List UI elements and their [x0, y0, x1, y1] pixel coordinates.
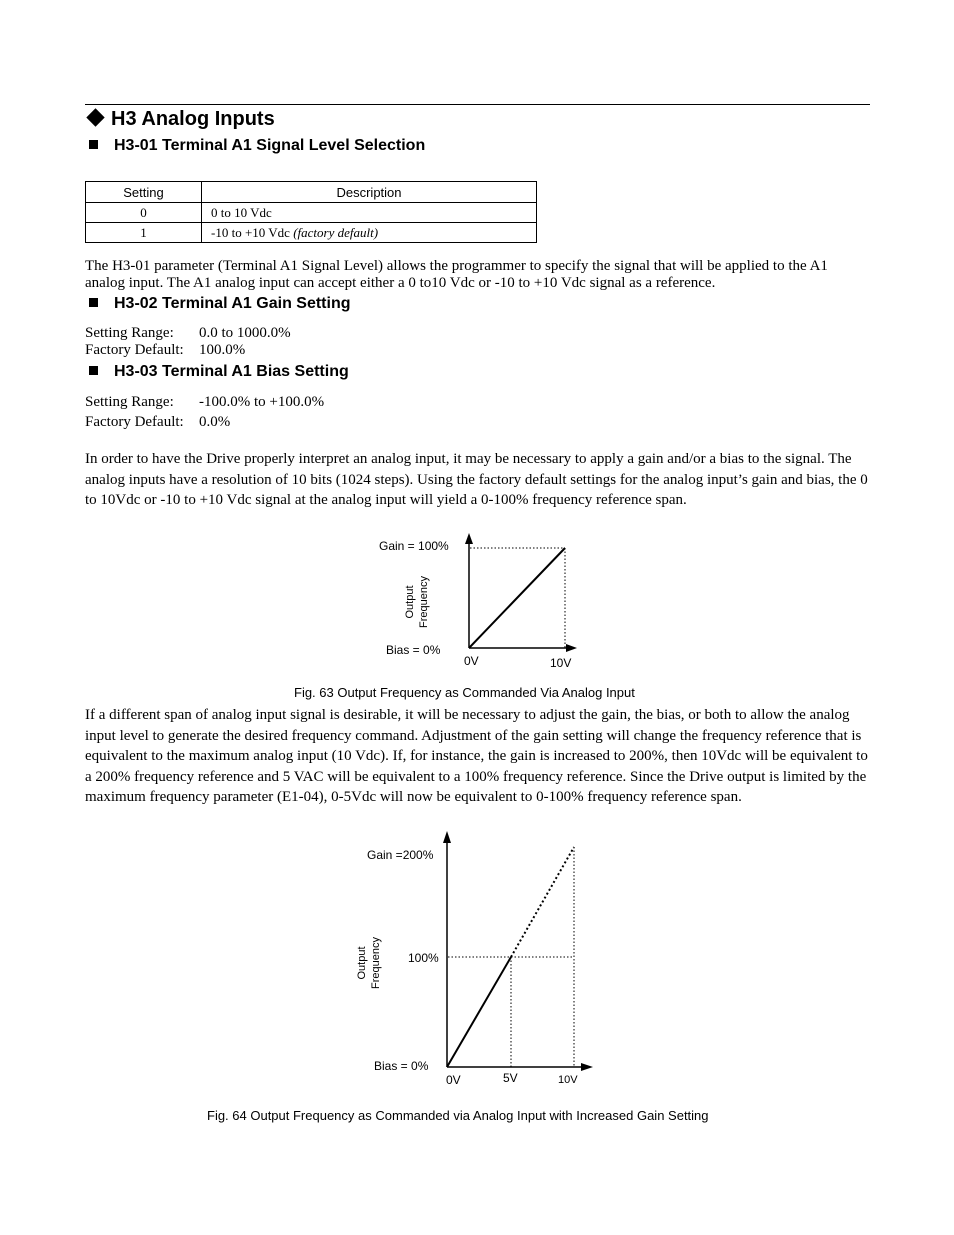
range-label: Setting Range: [85, 325, 174, 341]
table-cell-description [202, 203, 537, 223]
h3-03-heading [85, 363, 349, 381]
gain-bias-paragraph: In order to have the Drive properly interpret an analog input, it may be necessary to apply a gain and/or a bias to the signal. The analog inputs have a resolution of 10 bits (1024 steps). Using the factory default settings for the analog input’s gain and bias, the 0 to 10Vdc or -10 to +10 Vdc signal at the analog input will yield a 0-100% frequency reference span. [85, 451, 868, 508]
fig64-x-end-label: 10V [558, 1074, 578, 1086]
table-cell-description [202, 223, 537, 243]
fig63-gain-label: Gain = 100% [379, 539, 449, 553]
fig63-y-axis-title [404, 576, 430, 628]
fig64-caption: Fig. 64 Output Frequency as Commanded via Analog Input with Increased Gain Setting [207, 1108, 709, 1123]
table-cell-setting: 1 [86, 223, 202, 243]
fig63-x-end-label: 10V [550, 656, 572, 670]
table-header-description: Description [202, 182, 537, 203]
fig64-gain-label: Gain =200% [367, 848, 434, 862]
h3-03-default-line [85, 414, 230, 431]
fig64-graph [350, 825, 600, 1090]
fig63-bias-label: Bias = 0% [386, 643, 441, 657]
default-label: Factory Default: [85, 414, 184, 430]
fig64-mid-label: 100% [408, 951, 439, 965]
fig63-x-axis-arrow-icon [566, 644, 577, 652]
default-label: Factory Default: [85, 342, 184, 358]
h3-02-heading [85, 295, 351, 313]
h3-03-title: H3-03 Terminal A1 Bias Setting [114, 363, 349, 380]
fig63-ylabel-line1: Output [404, 585, 416, 619]
description-text: 0 to 10 Vdc [211, 204, 272, 220]
fig64-x-start-label: 0V [446, 1073, 461, 1087]
table-header-setting: Setting [86, 182, 202, 203]
h3-02-range-line [85, 325, 291, 342]
fig64-ylabel-line2: Frequency [370, 937, 382, 989]
table-header-row [86, 182, 537, 203]
fig63-graph [360, 530, 600, 672]
h3-02-default-line [85, 342, 245, 359]
fig64-response-line [447, 957, 511, 1067]
description-text: -10 to +10 Vdc [211, 224, 294, 240]
span-paragraph: If a different span of analog input signal is desirable, it will be necessary to adjust the gain, the bias, or both to allow the analog input level to generate the desired frequency command. Adjustment of the gain setting will change the frequency reference that is equivalent to the maximum analog input (10 Vdc). If, for instance, the gain is increased to 200%, then 10Vdc will be equivalent to a 200% frequency reference and 5 VAC will be equivalent to a 100% frequency reference. Since the Drive output is limited by the maximum frequency parameter (E1-04), 0-5Vdc will now be equivalent to 0-100% frequency reference span. [85, 707, 868, 805]
range-value: -100.0% to +100.0% [199, 394, 325, 410]
default-value: 0.0% [199, 414, 231, 430]
fig64-ylabel-line1: Output [356, 946, 368, 980]
table-row [86, 223, 537, 243]
factory-default-note: (factory default) [293, 224, 379, 240]
square-bullet-icon [89, 140, 98, 149]
square-bullet-icon [89, 298, 98, 307]
section-title: H3 Analog Inputs [111, 108, 275, 130]
fig64-y-axis-title [356, 937, 382, 989]
header-rule [85, 104, 870, 105]
default-value: 100.0% [199, 342, 246, 358]
fig64-y-axis-arrow-icon [443, 831, 451, 843]
range-value: 0.0 to 1000.0% [199, 325, 291, 341]
h3-01-title: H3-01 Terminal A1 Signal Level Selection [114, 137, 426, 154]
fig64-bias-label: Bias = 0% [374, 1059, 429, 1073]
square-bullet-icon [89, 366, 98, 375]
h3-01-heading [85, 137, 425, 155]
h3-02-title: H3-02 Terminal A1 Gain Setting [114, 295, 351, 312]
fig63-response-line [469, 548, 565, 648]
fig63-x-start-label: 0V [464, 654, 479, 668]
fig63-caption: Fig. 63 Output Frequency as Commanded Via Analog Input [294, 685, 635, 700]
table-cell-setting: 0 [86, 203, 202, 223]
fig64-x-axis-arrow-icon [581, 1063, 593, 1071]
fig63-y-axis-arrow-icon [465, 533, 473, 544]
fig63-ylabel-line2: Frequency [418, 576, 430, 628]
settings-table [85, 181, 537, 243]
diamond-bullet-icon [86, 108, 104, 126]
h3-03-range-line [85, 394, 324, 411]
table-row [86, 203, 537, 223]
fig64-x-mid-label: 5V [503, 1071, 518, 1085]
section-heading [85, 108, 275, 131]
h3-01-paragraph: The H3-01 parameter (Terminal A1 Signal Level) allows the programmer to specify the signal that will be applied to the A1 analog input. The A1 analog input can accept either a 0 to10 Vdc or -10 to +10 Vdc signal as a reference. [85, 258, 828, 291]
range-label: Setting Range: [85, 394, 174, 410]
fig64-extended-gain-line [511, 847, 574, 957]
